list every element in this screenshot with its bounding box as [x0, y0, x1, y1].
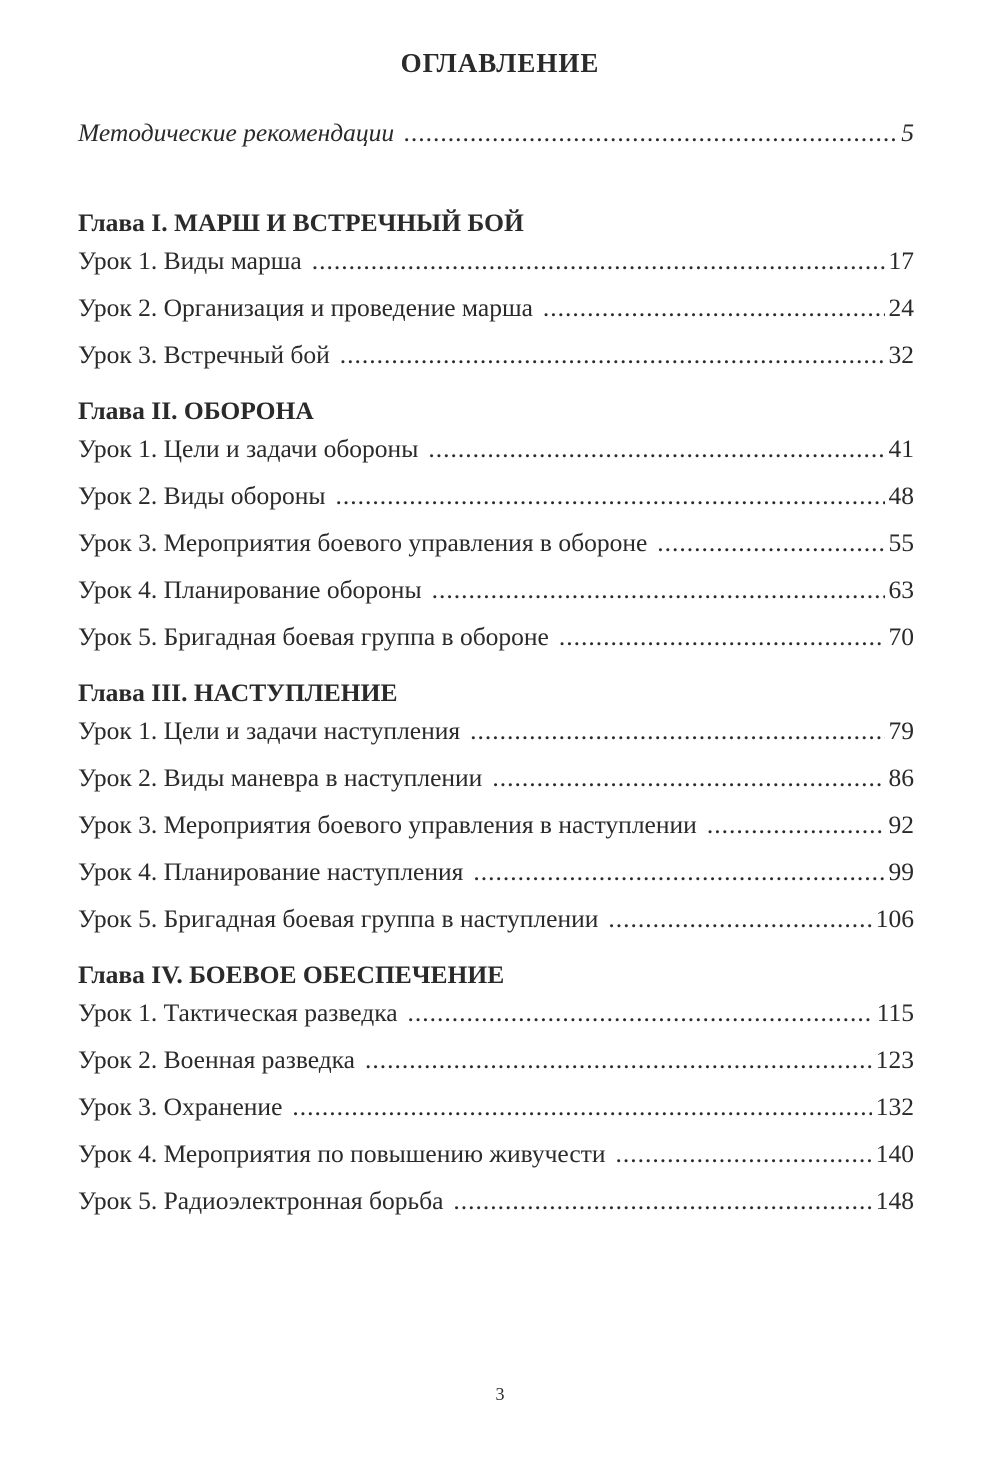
toc-entry-page: 115 — [876, 998, 914, 1027]
toc-entry-label: Урок 1. Цели и задачи обороны — [78, 434, 419, 463]
toc-entry-label: Урок 5. Бригадная боевая группа в наступлении — [78, 904, 599, 933]
toc-entry[interactable] — [78, 622, 914, 669]
toc-entry[interactable] — [78, 810, 914, 857]
toc-entry[interactable] — [78, 857, 914, 904]
toc-entry-page: 132 — [875, 1092, 914, 1121]
toc-entry-page: 5 — [901, 118, 914, 147]
toc-entry-label: Урок 2. Виды обороны — [78, 481, 326, 510]
toc-entry-label: Урок 3. Охранение — [78, 1092, 283, 1121]
toc-entry[interactable] — [78, 763, 914, 810]
leader-dots — [404, 118, 897, 148]
leader-dots — [473, 857, 884, 887]
leader-dots — [657, 528, 884, 558]
toc-entry-page: 99 — [888, 857, 914, 886]
toc-entry-label: Урок 4. Планирование наступления — [78, 857, 464, 886]
toc-entry[interactable] — [78, 716, 914, 763]
toc-entry-label: Урок 3. Встречный бой — [78, 340, 330, 369]
toc-entry-page: 148 — [875, 1186, 914, 1215]
leader-dots — [615, 1139, 871, 1169]
toc-entry[interactable] — [78, 904, 914, 951]
toc-entry[interactable] — [78, 1045, 914, 1092]
leader-dots — [543, 293, 885, 323]
leader-dots — [432, 575, 885, 605]
chapter-heading[interactable]: Глава I. МАРШ И ВСТРЕЧНЫЙ БОЙ — [78, 208, 524, 237]
leader-dots — [408, 998, 873, 1028]
toc-entry[interactable] — [78, 528, 914, 575]
chapter-heading[interactable]: Глава III. НАСТУПЛЕНИЕ — [78, 678, 398, 707]
toc-entry-page: 41 — [888, 434, 914, 463]
leader-dots — [559, 622, 885, 652]
toc-entry-label: Урок 2. Организация и проведение марша — [78, 293, 533, 322]
toc-entry[interactable] — [78, 1186, 914, 1233]
toc-entry-label: Урок 3. Мероприятия боевого управления в обороне — [78, 528, 648, 557]
toc-entry-page: 32 — [888, 340, 914, 369]
toc-entry-intro[interactable] — [78, 118, 914, 166]
toc-entry[interactable] — [78, 293, 914, 340]
chapter-heading[interactable]: Глава IV. БОЕВОЕ ОБЕСПЕЧЕНИЕ — [78, 960, 505, 989]
leader-dots — [340, 340, 885, 370]
toc-entry-label: Урок 4. Планирование обороны — [78, 575, 422, 604]
toc-entry[interactable] — [78, 1092, 914, 1139]
leader-dots — [428, 434, 884, 464]
toc-entry[interactable] — [78, 434, 914, 481]
toc-entry-label: Урок 5. Бригадная боевая группа в обороне — [78, 622, 549, 651]
leader-dots — [312, 246, 885, 276]
toc-entry-label: Урок 5. Радиоэлектронная борьба — [78, 1186, 444, 1215]
leader-dots — [470, 716, 884, 746]
toc-entry-page: 79 — [888, 716, 914, 745]
leader-dots — [608, 904, 871, 934]
toc-entry-page: 63 — [888, 575, 914, 604]
toc-entry-label: Урок 2. Военная разведка — [78, 1045, 355, 1074]
toc-entry-page: 106 — [875, 904, 914, 933]
page-number: 3 — [495, 1384, 505, 1404]
toc-entry-page: 17 — [888, 246, 914, 275]
toc-entry-page: 48 — [888, 481, 914, 510]
page-title: ОГЛАВЛЕНИЕ — [400, 48, 600, 78]
leader-dots — [292, 1092, 871, 1122]
toc-entry-page: 140 — [875, 1139, 914, 1168]
toc-entry[interactable] — [78, 1139, 914, 1186]
toc-entry-label: Урок 1. Виды марша — [78, 246, 302, 275]
toc-entry-label: Урок 4. Мероприятия по повышению живучести — [78, 1139, 606, 1168]
toc-entry-label: Урок 1. Тактическая разведка — [78, 998, 398, 1027]
chapter-heading[interactable]: Глава II. ОБОРОНА — [78, 396, 314, 425]
toc-entry[interactable] — [78, 246, 914, 293]
toc-entry-page: 55 — [888, 528, 914, 557]
leader-dots — [365, 1045, 872, 1075]
toc-entry-page: 70 — [888, 622, 914, 651]
toc-entry-page: 24 — [888, 293, 914, 322]
toc-entry[interactable] — [78, 575, 914, 622]
toc-entry-label: Методические рекомендации — [78, 118, 395, 147]
toc-entry-page: 92 — [888, 810, 914, 839]
toc-entry-label: Урок 3. Мероприятия боевого управления в наступлении — [78, 810, 697, 839]
table-of-contents — [78, 118, 914, 1233]
leader-dots — [453, 1186, 871, 1216]
toc-entry[interactable] — [78, 998, 914, 1045]
leader-dots — [335, 481, 884, 511]
toc-entry-label: Урок 1. Цели и задачи наступления — [78, 716, 461, 745]
leader-dots — [492, 763, 884, 793]
toc-entry-page: 86 — [888, 763, 914, 792]
toc-entry[interactable] — [78, 340, 914, 387]
toc-entry-label: Урок 2. Виды маневра в наступлении — [78, 763, 483, 792]
toc-entry[interactable] — [78, 481, 914, 528]
leader-dots — [707, 810, 885, 840]
toc-entry-page: 123 — [875, 1045, 914, 1074]
